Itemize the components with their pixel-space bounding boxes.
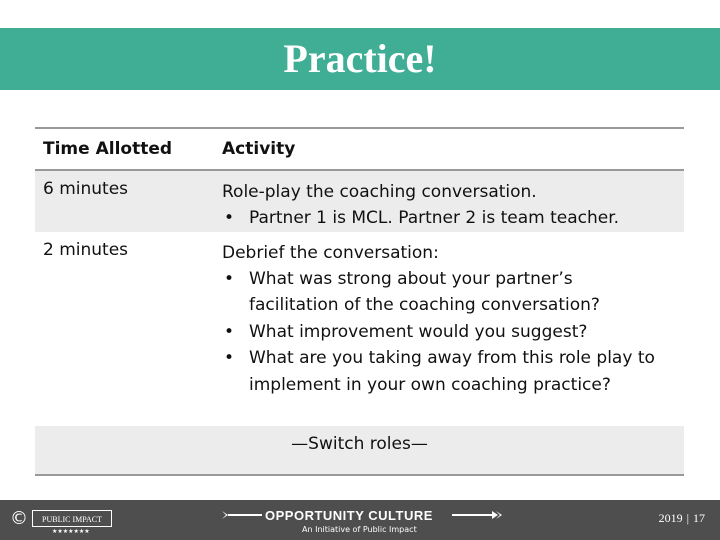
separator: | bbox=[686, 511, 689, 525]
opportunity-culture-subtitle: An Initiative of Public Impact bbox=[302, 525, 417, 534]
arrow-left-icon bbox=[222, 510, 262, 520]
table-header-row bbox=[35, 128, 684, 170]
time-cell: 2 minutes bbox=[35, 232, 214, 430]
slide-title: Practice! bbox=[283, 36, 437, 81]
header-activity: Activity bbox=[214, 128, 684, 170]
bullet-list bbox=[222, 266, 676, 399]
activity-cell bbox=[214, 232, 684, 430]
header-time: Time Allotted bbox=[35, 128, 214, 170]
activity-text: Debrief the conversation: bbox=[222, 242, 439, 263]
bullet-item: • What are you taking away from this role play to bbox=[222, 345, 676, 372]
bullet-continuation: implement in your own coaching practice? bbox=[249, 374, 611, 395]
opportunity-culture-logo: OPPORTUNITY CULTURE bbox=[265, 508, 433, 523]
activity-text: Role-play the coaching conversation. bbox=[222, 182, 537, 202]
switch-roles-row bbox=[35, 426, 684, 476]
activity-table bbox=[35, 127, 684, 430]
page-info bbox=[659, 511, 705, 526]
time-cell: 6 minutes bbox=[35, 170, 214, 232]
year: 2019 bbox=[658, 511, 683, 525]
bullet-continuation: facilitation of the coaching conversation? bbox=[249, 295, 600, 315]
public-impact-logo: PUBLIC IMPACT bbox=[32, 510, 112, 527]
switch-roles-text: —Switch roles— bbox=[291, 434, 428, 454]
bullet-item: • What improvement would you suggest? bbox=[222, 319, 676, 346]
bullet-item: • What was strong about your partner’s bbox=[222, 266, 676, 293]
copyright-icon: © bbox=[10, 508, 28, 529]
page-number: 17 bbox=[693, 511, 705, 525]
stars-icon: ★★★★★★★ bbox=[52, 528, 90, 535]
table-row bbox=[35, 232, 684, 430]
table-row bbox=[35, 170, 684, 232]
arrow-right-icon bbox=[452, 510, 504, 520]
activity-cell bbox=[214, 170, 684, 232]
bullet-item: • Partner 1 is MCL. Partner 2 is team teacher. bbox=[222, 205, 676, 232]
bullet-list bbox=[222, 205, 676, 232]
